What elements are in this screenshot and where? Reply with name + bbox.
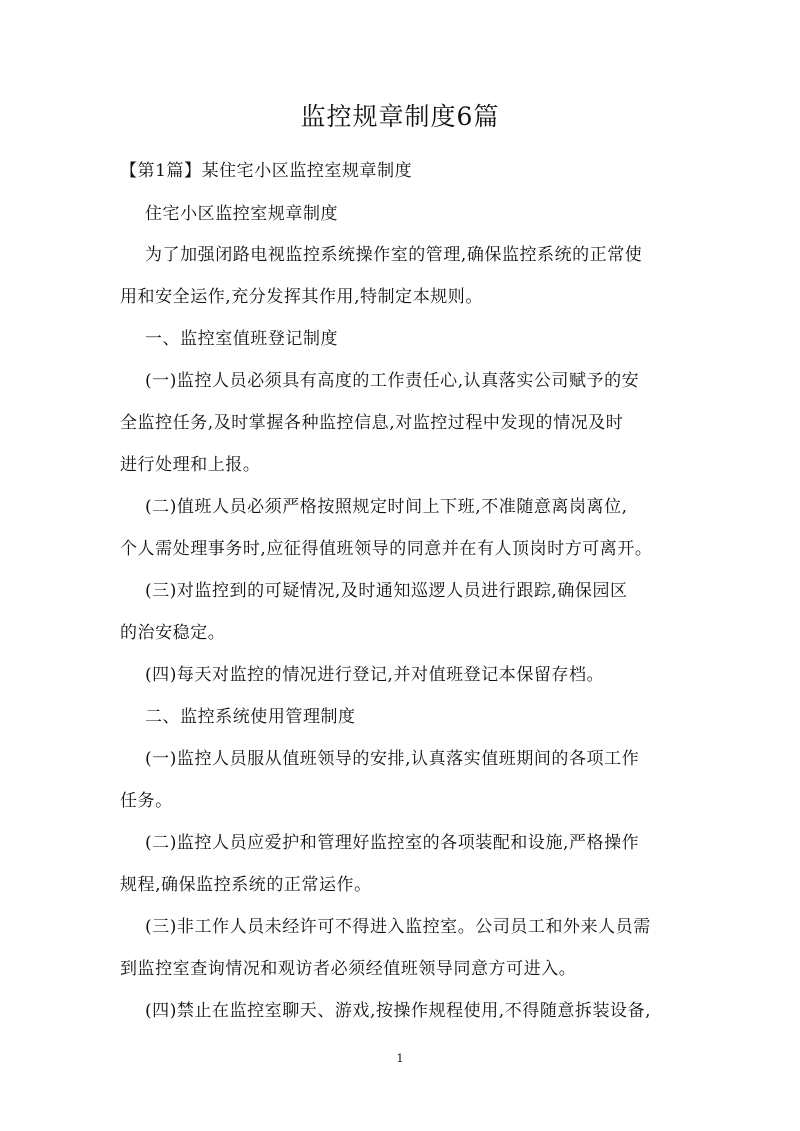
paragraph-line: (二)监控人员应爱护和管理好监控室的各项装配和设施,严格操作 (145, 833, 640, 853)
paragraph-line: (四)禁止在监控室聊天、游戏,按操作规程使用,不得随意拆装设备, (145, 1001, 652, 1021)
paragraph-line: 到监控室查询情况和观访者必须经值班领导同意方可进入。 (120, 959, 577, 979)
paragraph-line: 任务。 (120, 791, 173, 811)
page-title: 监控规章制度6篇 (300, 102, 500, 131)
section-heading: 一、监控室值班登记制度 (145, 329, 339, 349)
paragraph-line: (一)监控人员必须具有高度的工作责任心,认真落实公司赋予的安 (145, 371, 640, 391)
paragraph-line: 个人需处理事务时,应征得值班领导的同意并在有人顶岗时方可离开。 (120, 539, 653, 559)
page-number: 1 (396, 1052, 404, 1065)
section-heading: 二、监控系统使用管理制度 (145, 707, 356, 727)
paragraph-line: 进行处理和上报。 (120, 455, 261, 475)
paragraph-line: 用和安全运作,充分发挥其作用,特制定本规则。 (120, 287, 483, 307)
paragraph-line: 全监控任务,及时掌握各种监控信息,对监控过程中发现的情况及时 (120, 413, 624, 433)
paragraph-line: (三)非工作人员未经许可不得进入监控室。公司员工和外来人员需 (145, 917, 651, 937)
paragraph-line: 的治安稳定。 (120, 623, 226, 643)
subheading: 住宅小区监控室规章制度 (145, 204, 339, 224)
paragraph-line: (二)值班人员必须严格按照规定时间上下班,不准随意离岗离位, (145, 497, 628, 517)
paragraph-line: 为了加强闭路电视监控系统操作室的管理,确保监控系统的正常使 (145, 245, 643, 265)
paragraph-line: (一)监控人员服从值班领导的安排,认真落实值班期间的各项工作 (145, 749, 640, 769)
paragraph-line: (四)每天对监控的情况进行登记,并对值班登记本保留存档。 (145, 665, 605, 685)
paragraph-line: (三)对监控到的可疑情况,及时通知巡逻人员进行跟踪,确保园区 (145, 581, 628, 601)
section-heading: 【第1篇】某住宅小区监控室规章制度 (120, 161, 413, 181)
paragraph-line: 规程,确保监控系统的正常运作。 (120, 875, 372, 895)
